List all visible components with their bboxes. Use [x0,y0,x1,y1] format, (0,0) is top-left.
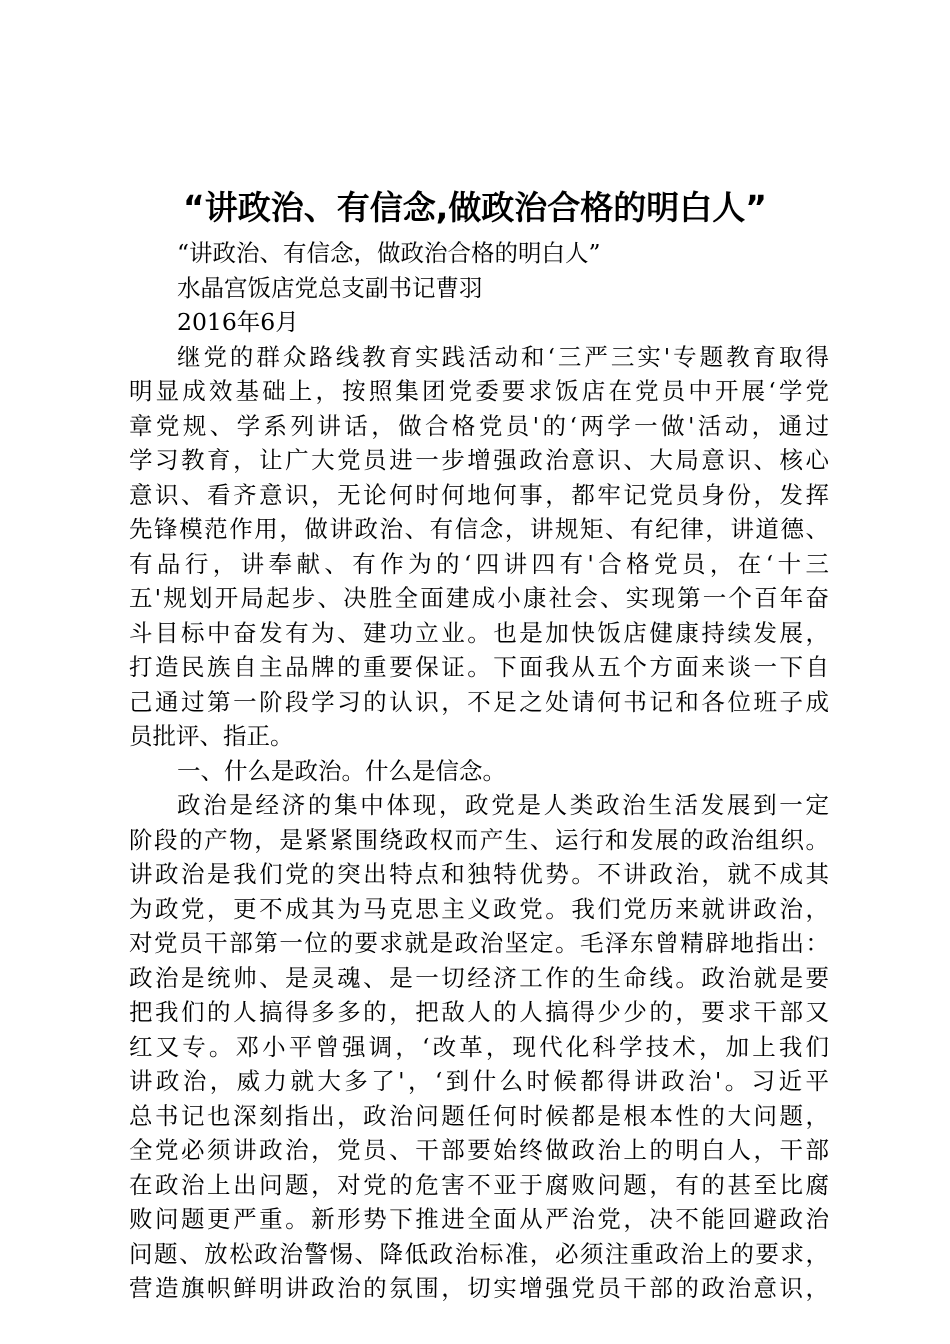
text-line: 学习教育，让广大党员进一步增强政治意识、大局意识、核心 [129,446,829,474]
text-line: 讲政治，威力就大多了'，‘到什么时候都得讲政治'。习近平 [129,1067,829,1095]
text-line: 红又专。邓小平曾强调，‘改革，现代化科学技术，加上我们 [129,1032,829,1061]
text-line: 营造旗帜鲜明讲政治的氛围，切实增强党员干部的政治意识， [129,1274,829,1302]
text-line: 政治是统帅、是灵魂、是一切经济工作的生命线。政治就是要 [129,963,829,992]
text-line: 讲政治是我们党的突出特点和独特优势。不讲政治，就不成其 [129,860,829,888]
text-line: “讲政治、有信念，做政治合格的明白人” [177,239,601,267]
text-line: 己通过第一阶段学习的认识，不足之处请何书记和各位班子成 [129,687,829,716]
text-line: 问题、放松政治警惕、降低政治标准，必须注重政治上的要求， [129,1239,829,1268]
text-line: 有品行，讲奉献、有作为的‘四讲四有'合格党员，在‘十三 [129,549,829,578]
text-line: 明显成效基础上，按照集团党委要求饭店在党员中开展‘学党 [129,377,829,405]
text-line: 2016年6月 [177,308,299,336]
text-line: 继党的群众路线教育实践活动和‘三严三实'专题教育取得 [177,342,829,371]
text-line: 先锋模范作用，做讲政治、有信念，讲规矩、有纪律，讲道德、 [129,515,829,543]
text-line: 章党规、学系列讲话，做合格党员'的‘两学一做'活动，通过 [129,411,829,440]
text-line: 阶段的产物，是紧紧围绕政权而产生、运行和发展的政治组织。 [129,825,829,854]
text-line: 败问题更严重。新形势下推进全面从严治党，决不能回避政治 [129,1205,829,1233]
document-title: “讲政治、有信念,做政治合格的明白人” [183,188,767,227]
text-line: 五'规划开局起步、决胜全面建成小康社会、实现第一个百年奋 [129,584,829,612]
text-line: 全党必须讲政治，党员、干部要始终做政治上的明白人，干部 [129,1136,829,1164]
text-line: 把我们的人搞得多多的，把敌人的人搞得少少的，要求干部又 [129,998,829,1026]
text-line: 在政治上出问题，对党的危害不亚于腐败问题，有的甚至比腐 [129,1170,829,1199]
text-line: 打造民族自主品牌的重要保证。下面我从五个方面来谈一下自 [129,653,829,681]
text-line: 一、什么是政治。什么是信念。 [177,756,506,785]
text-line: 斗目标中奋发有为、建功立业。也是加快饭店健康持续发展， [129,618,829,647]
text-line: 意识、看齐意识，无论何时何地何事，都牢记党员身份，发挥 [129,480,829,509]
text-line: 为政党，更不成其为马克思主义政党。我们党历来就讲政治， [129,894,829,923]
text-line: 员批评、指正。 [129,722,294,750]
text-line: 政治是经济的集中体现，政党是人类政治生活发展到一定 [177,791,829,819]
document-body [129,236,829,1306]
text-line: 水晶宫饭店党总支副书记曹羽 [177,273,483,302]
text-line: 总书记也深刻指出，政治问题任何时候都是根本性的大问题， [129,1101,829,1130]
text-line: 对党员干部第一位的要求就是政治坚定。毛泽东曾精辟地指出： [129,929,829,957]
